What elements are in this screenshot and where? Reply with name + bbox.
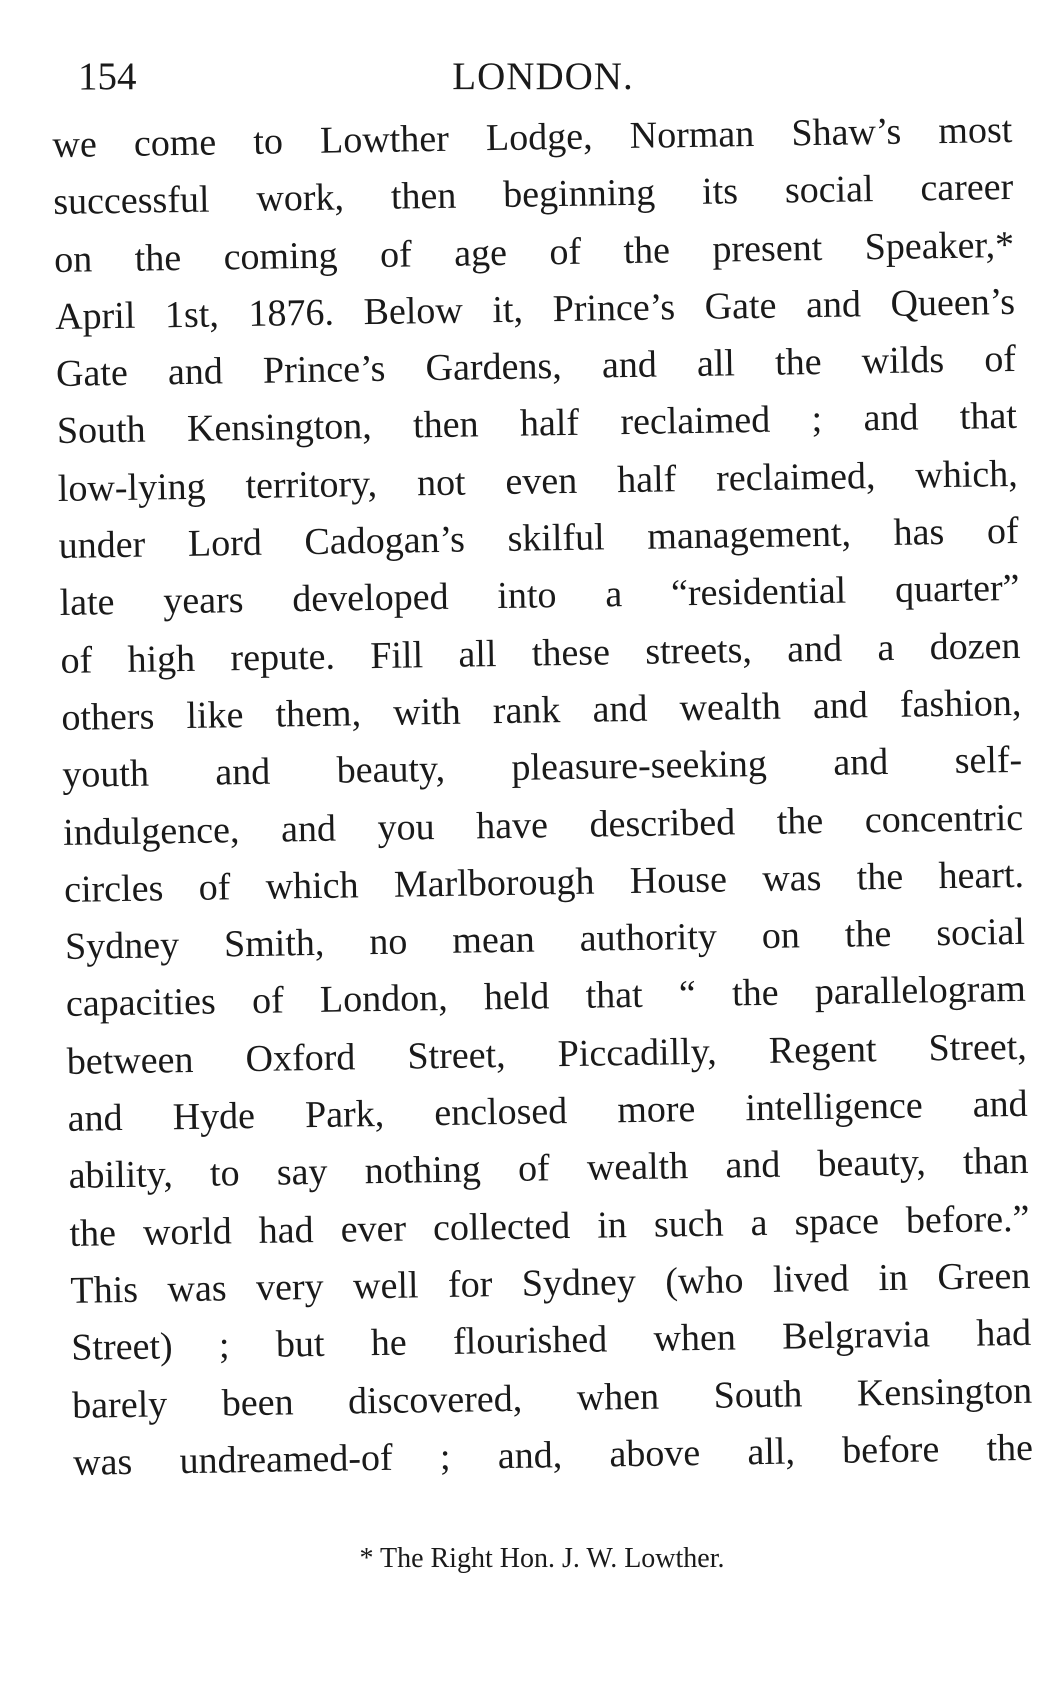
word: that xyxy=(585,974,643,1018)
word: reclaimed, xyxy=(715,454,876,500)
word: and xyxy=(167,350,224,394)
word: in xyxy=(878,1256,909,1300)
word: South xyxy=(713,1372,803,1417)
word: social xyxy=(784,168,874,212)
word: and xyxy=(805,283,862,327)
word: “ xyxy=(678,973,697,1016)
word: April xyxy=(54,294,136,338)
word: Park, xyxy=(304,1092,385,1137)
word: Green xyxy=(937,1254,1031,1299)
word: to xyxy=(253,120,284,163)
word: before.” xyxy=(905,1197,1030,1242)
word: been xyxy=(221,1380,294,1425)
word: which, xyxy=(915,452,1019,497)
word: all xyxy=(696,342,736,386)
word: present xyxy=(712,226,823,271)
word: territory, xyxy=(245,462,378,507)
word: he xyxy=(370,1321,408,1365)
word: House xyxy=(629,858,728,902)
word: most xyxy=(938,108,1013,153)
word: of xyxy=(549,230,582,273)
word: Lodge, xyxy=(485,115,593,160)
word: the xyxy=(844,913,892,956)
word: social xyxy=(935,910,1026,955)
running-title: LONDON. xyxy=(452,55,634,98)
word: described xyxy=(589,800,736,846)
word: lived xyxy=(772,1257,850,1301)
word: Shaw’s xyxy=(791,110,902,155)
word: undreamed-of xyxy=(179,1436,393,1482)
word: heart. xyxy=(938,853,1025,898)
footnote: * The Right Hon. J. W. Lowther. xyxy=(359,1543,725,1574)
word: beauty, xyxy=(336,748,446,792)
word: Sydney xyxy=(64,924,180,969)
word: the xyxy=(623,228,671,272)
word: management, xyxy=(646,512,852,558)
word: a xyxy=(605,573,623,616)
page-number: 154 xyxy=(78,55,137,98)
word: quarter” xyxy=(894,567,1020,612)
word: Piccadilly, xyxy=(557,1030,718,1075)
word: self- xyxy=(954,739,1023,783)
word: we xyxy=(52,123,98,166)
word: Lord xyxy=(187,521,263,565)
word: ; xyxy=(218,1324,230,1367)
word: successful xyxy=(53,178,210,224)
word: Kensington, xyxy=(186,405,373,451)
word: Sydney xyxy=(521,1260,637,1305)
body-text xyxy=(52,102,1033,1492)
word: into xyxy=(497,574,557,618)
word: Lowther xyxy=(319,117,450,162)
word: world xyxy=(142,1209,233,1254)
word: indulgence, xyxy=(62,808,240,854)
word: Smith, xyxy=(223,921,325,966)
word: of xyxy=(198,866,231,909)
word: collected xyxy=(432,1204,571,1249)
word: was xyxy=(761,856,822,900)
word: like xyxy=(186,694,244,737)
word: enclosed xyxy=(433,1090,568,1135)
word: all, xyxy=(747,1430,796,1474)
word: dozen xyxy=(929,624,1021,668)
word: (who xyxy=(664,1259,744,1303)
word: ; xyxy=(439,1435,451,1478)
word: wealth xyxy=(586,1145,689,1190)
word: beauty, xyxy=(817,1141,927,1186)
word: skilful xyxy=(507,516,605,560)
word: the xyxy=(731,972,779,1015)
word: Speaker,* xyxy=(864,223,1015,268)
word: ; xyxy=(811,398,823,441)
word: between xyxy=(66,1038,194,1083)
word: capacities xyxy=(65,980,217,1026)
word: coming xyxy=(223,234,338,278)
word: intelligence xyxy=(745,1084,923,1130)
word: half xyxy=(616,458,677,501)
word: have xyxy=(475,803,549,847)
word: work, xyxy=(256,176,345,221)
word: and xyxy=(601,343,658,387)
word: them, xyxy=(275,692,362,736)
word: the xyxy=(134,236,182,280)
word: and, xyxy=(497,1433,563,1477)
word: This xyxy=(70,1268,139,1312)
word: beginning xyxy=(502,171,656,217)
word: was xyxy=(72,1440,133,1484)
word: wilds xyxy=(861,339,945,383)
word: ever xyxy=(340,1207,407,1251)
word: the xyxy=(856,855,904,899)
word: half xyxy=(519,402,580,446)
word: Hyde xyxy=(172,1094,256,1139)
word: streets, xyxy=(644,628,753,673)
word: above xyxy=(609,1431,701,1476)
word: and xyxy=(215,750,271,794)
running-head xyxy=(78,54,1008,106)
word: wealth xyxy=(679,685,782,730)
word: late xyxy=(59,581,115,625)
word: ability, xyxy=(68,1153,174,1198)
word: even xyxy=(505,459,578,503)
word: youth xyxy=(62,752,150,797)
word: Street, xyxy=(407,1033,506,1078)
word: Gardens, xyxy=(425,345,563,390)
word: career xyxy=(920,166,1014,210)
word: Gate xyxy=(55,352,129,396)
word: Prince’s xyxy=(552,286,676,331)
word: and xyxy=(812,684,869,728)
word: say xyxy=(276,1151,328,1194)
word: you xyxy=(377,805,435,849)
word: high xyxy=(127,637,196,681)
word: come xyxy=(133,121,217,165)
word: when xyxy=(576,1375,660,1419)
word: discovered, xyxy=(347,1377,523,1423)
word: and xyxy=(280,807,337,851)
word: not xyxy=(416,461,466,505)
word: the xyxy=(776,799,824,843)
word: but xyxy=(275,1323,325,1366)
word: more xyxy=(616,1088,696,1132)
word: and xyxy=(67,1097,123,1140)
word: it, xyxy=(492,288,524,331)
word: Fill xyxy=(369,633,424,677)
word: to xyxy=(209,1152,240,1195)
word: mean xyxy=(452,918,535,962)
word: nothing xyxy=(364,1148,482,1193)
word: London, xyxy=(319,977,448,1022)
word: Street, xyxy=(928,1025,1028,1070)
word: Marlborough xyxy=(393,860,595,906)
word: reclaimed xyxy=(620,399,771,444)
word: of xyxy=(983,338,1017,381)
word: years xyxy=(163,579,244,623)
word: parallelogram xyxy=(814,968,1027,1014)
word: and xyxy=(832,741,889,785)
word: the xyxy=(69,1211,117,1255)
word: before xyxy=(841,1428,940,1472)
word: Belgravia xyxy=(781,1313,931,1358)
word: and xyxy=(786,627,843,671)
word: on xyxy=(53,237,93,281)
word: well xyxy=(352,1264,419,1308)
word: authority xyxy=(579,915,718,960)
word: no xyxy=(369,920,408,964)
word: had xyxy=(975,1312,1032,1355)
word: for xyxy=(447,1263,493,1306)
word: concentric xyxy=(864,796,1024,841)
word: a xyxy=(877,626,895,669)
word: pleasure-seeking xyxy=(511,743,768,790)
word: low-lying xyxy=(57,465,206,510)
word: Below xyxy=(363,289,464,334)
word: very xyxy=(255,1265,324,1309)
word: repute. xyxy=(230,635,336,679)
word: and xyxy=(592,687,648,731)
word: was xyxy=(167,1267,227,1311)
word: and xyxy=(725,1144,781,1187)
word: in xyxy=(596,1203,628,1247)
word: Cadogan’s xyxy=(304,518,466,564)
word: rank xyxy=(492,689,561,733)
word: has xyxy=(893,511,945,554)
word: of xyxy=(517,1147,550,1191)
word: these xyxy=(531,630,611,675)
word: and xyxy=(972,1082,1028,1126)
word: of xyxy=(379,232,413,276)
word: on xyxy=(761,914,801,958)
word: barely xyxy=(71,1382,168,1427)
word: the xyxy=(986,1426,1034,1470)
word: such xyxy=(653,1202,724,1246)
word: all xyxy=(458,632,497,676)
word: Queen’s xyxy=(890,280,1016,325)
word: the xyxy=(774,341,822,384)
word: when xyxy=(653,1316,737,1360)
word: circles xyxy=(63,867,164,911)
word: South xyxy=(56,409,146,453)
word: that xyxy=(959,395,1018,439)
word: had xyxy=(258,1208,314,1252)
word: then xyxy=(390,174,457,218)
word: others xyxy=(61,695,155,739)
word: than xyxy=(962,1140,1029,1184)
word: developed xyxy=(292,576,449,621)
word: Regent xyxy=(768,1027,877,1072)
word: Gate xyxy=(704,284,777,328)
word: Kensington xyxy=(856,1369,1033,1415)
word: a xyxy=(750,1201,768,1244)
word: with xyxy=(392,690,462,734)
word: Oxford xyxy=(245,1036,356,1080)
word: flourished xyxy=(452,1318,608,1364)
word: Street) xyxy=(71,1325,173,1370)
word: age xyxy=(453,231,508,275)
word: which xyxy=(265,864,359,908)
word: 1876. xyxy=(248,291,335,335)
word: Prince’s xyxy=(262,347,386,392)
word: space xyxy=(794,1199,880,1244)
word: of xyxy=(60,639,93,682)
word: 1st, xyxy=(164,293,220,337)
word: under xyxy=(58,523,146,568)
word: Norman xyxy=(629,112,755,157)
word: then xyxy=(412,403,479,447)
word: held xyxy=(483,975,550,1019)
word: “residential xyxy=(670,569,847,615)
word: of xyxy=(251,979,284,1023)
word: and xyxy=(863,396,919,440)
word: its xyxy=(701,170,739,214)
word: of xyxy=(986,509,1019,553)
word: fashion, xyxy=(899,681,1022,726)
